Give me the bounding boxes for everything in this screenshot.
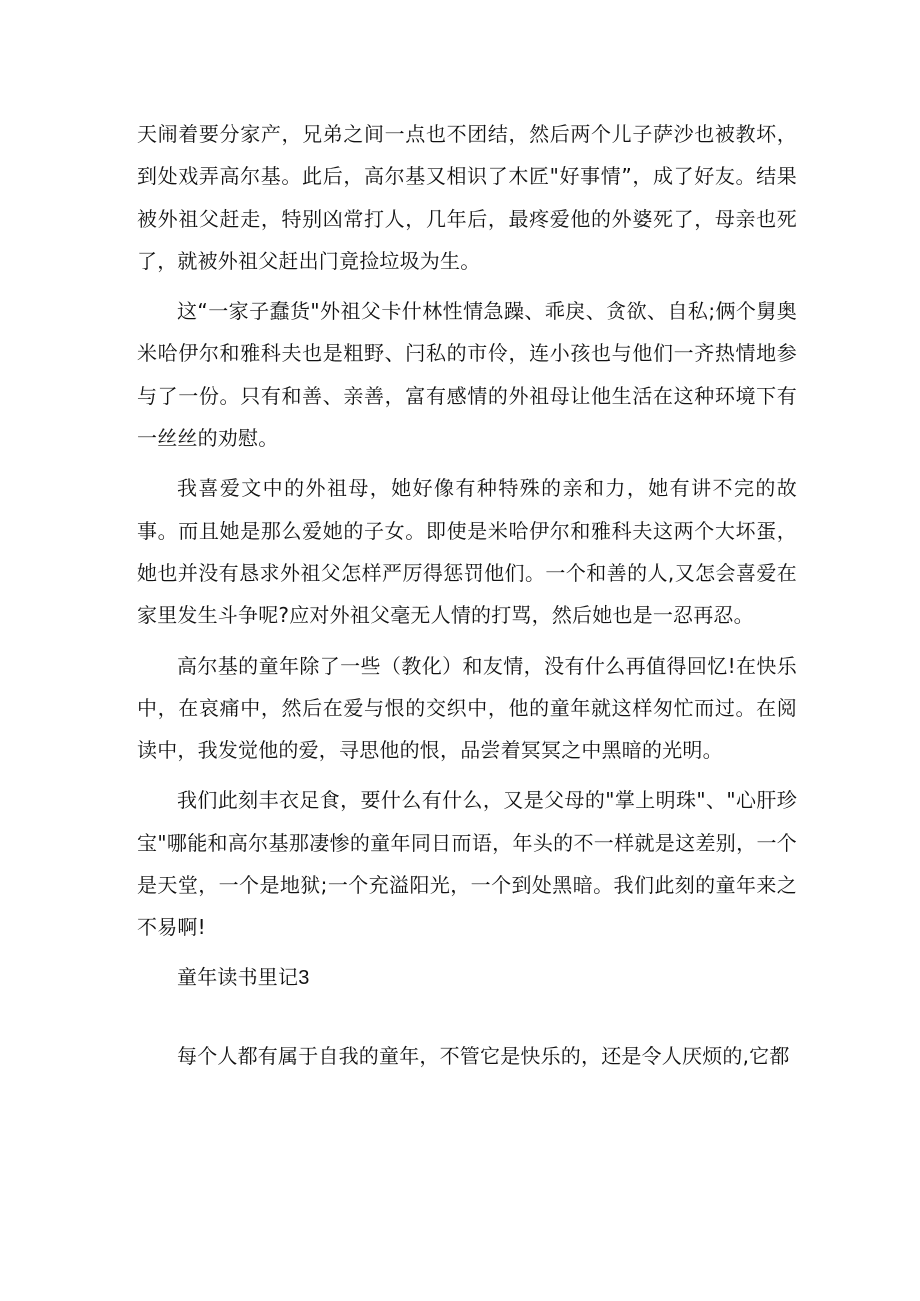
section-heading: 童年读书里记3: [177, 966, 310, 989]
paragraph: 这“一家子蠢货"外祖父卡什林性情急躁、乖戾、贪欲、自私;俩个舅奥米哈伊尔和雅科夫也是粗野、闩私的市伶，连小孩也与他们一齐热情地参与了一份。只有和善、亲善，富有感情的外祖母让他生活在这种环境下有一丝丝的劝慰。: [137, 299, 797, 451]
paragraph: 高尔基的童年除了一些（教化）和友情，没有什么再值得回忆!在快乐中，在哀痛中，然后在爱与恨的交织中，他的童年就这样匆忙而过。在阅读中，我发觉他的爱，寻思他的恨，品尝着冥冥之中黑暗的光明。: [137, 653, 797, 763]
document-body: [137, 113, 797, 1085]
paragraph: 我们此刻丰衣足食，要什么有什么，又是父母的"掌上明珠"、"心肝珍宝"哪能和高尔基那凄惨的童年同日而语，年头的不一样就是这差别，一个是天堂，一个是地狱;一个充溢阳光，一个到处黑暗。我们此刻的童年来之不易啊!: [137, 788, 797, 940]
paragraph: 天闹着要分家产，兄弟之间一点也不团结，然后两个儿子萨沙也被教坏，到处戏弄高尔基。此后，高尔基又相识了木匠"好事情”，成了好友。结果被外祖父赶走，特别凶常打人，几年后，最疼爱他的外婆死了，母亲也死了，就被外祖父赶出门竟捡垃圾为生。: [137, 122, 797, 273]
paragraph: 每个人都有属于自我的童年，不管它是快乐的，还是令人厌烦的,它都: [177, 1043, 790, 1068]
paragraph: 我喜爱文中的外祖母，她好像有种特殊的亲和力，她有讲不完的故事。而且她是那么爱她的子女。即使是米哈伊尔和雅科夫这两个大坏蛋，她也并没有恳求外祖父怎样严厉得惩罚他们。一个和善的人,又怎会喜爱在家里发生斗争呢?应对外祖父毫无人情的打骂，然后她也是一忍再忍。: [137, 476, 797, 628]
